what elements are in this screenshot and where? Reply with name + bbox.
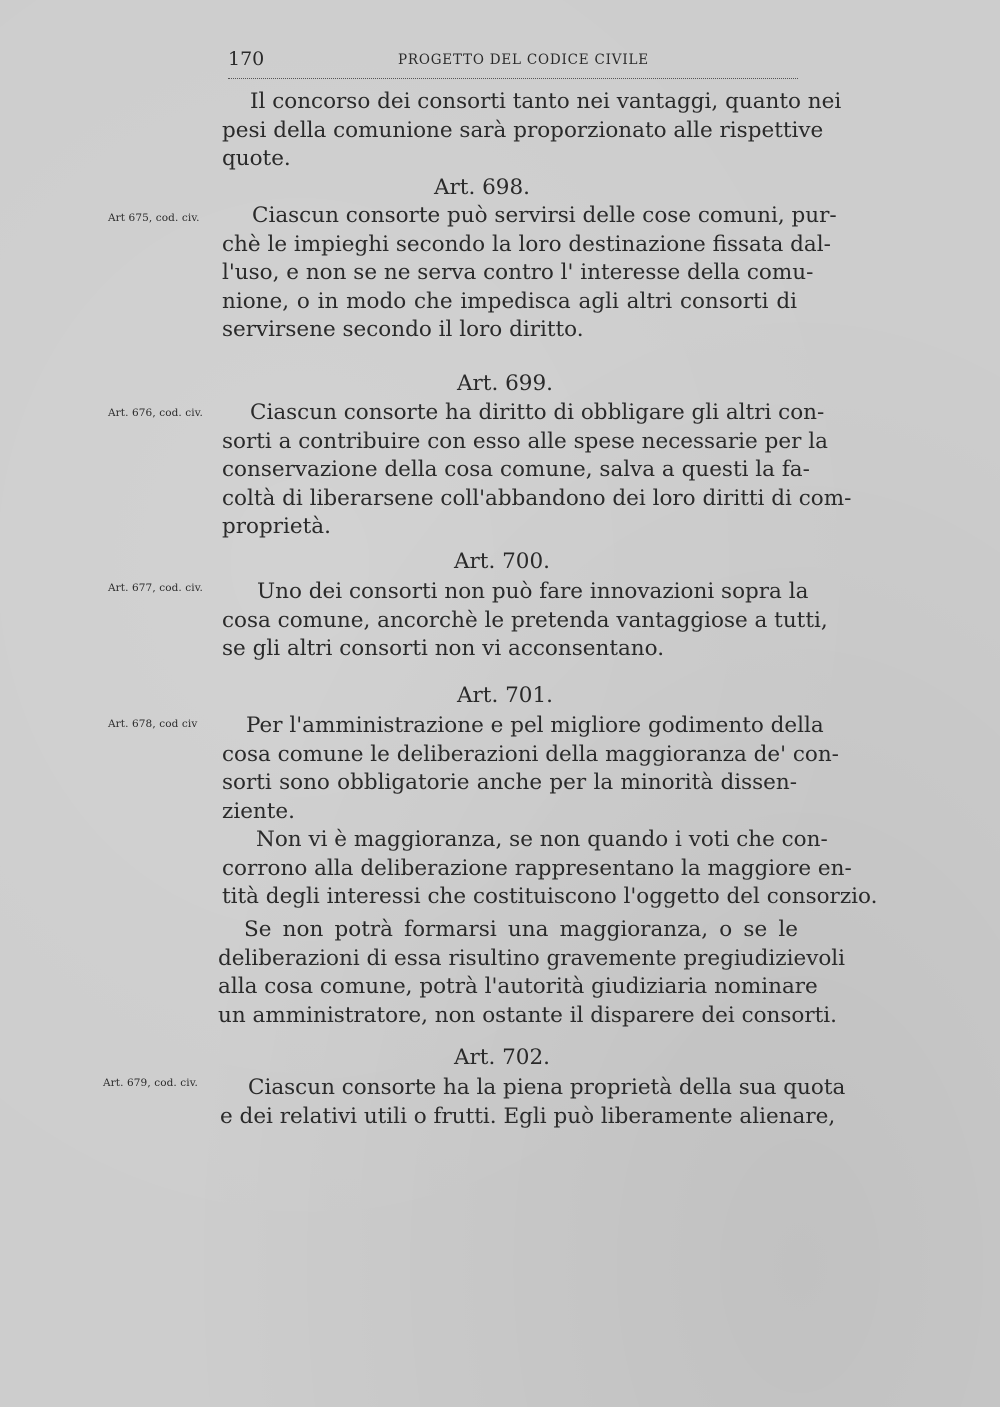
- intro-paragraph: [222, 88, 842, 174]
- margin-note-701: Art. 678, cod civ: [108, 718, 198, 730]
- text-line: cosa comune, ancorchè le pretenda vantaggiose a tutti,: [222, 607, 828, 633]
- text-line: conservazione della cosa comune, salva a questi la fa-: [222, 457, 810, 483]
- margin-note-702: Art. 679, cod. civ.: [103, 1077, 198, 1089]
- text-line: Il concorso dei consorti tanto nei vantaggi, quanto nei: [250, 89, 842, 114]
- running-title: PROGETTO DEL CODICE CIVILE: [398, 52, 649, 68]
- text-line: ziente.: [222, 798, 295, 824]
- article-701-text-1: [222, 712, 839, 826]
- text-line: Per l'amministrazione e pel migliore godimento della: [246, 713, 824, 738]
- text-line: sorti sono obbligatorie anche per la minorità dissen-: [222, 770, 797, 796]
- text-line: Non vi è maggioranza, se non quando i voti che con-: [256, 827, 828, 852]
- text-line: servirsene secondo il loro diritto.: [222, 317, 584, 343]
- text-line: Ciascun consorte ha diritto di obbligare gli altri con-: [250, 400, 825, 425]
- article-heading-700: Art. 700.: [454, 549, 550, 574]
- margin-note-699: Art. 676, cod. civ.: [108, 407, 203, 419]
- text-line: un amministratore, non ostante il disparere dei consorti.: [218, 1002, 838, 1028]
- text-line: Se non potrà formarsi una maggioranza, o se le: [244, 917, 798, 942]
- margin-note-700: Art. 677, cod. civ.: [108, 582, 203, 594]
- text-line: chè le impieghi secondo la loro destinazione fissata dal-: [222, 231, 831, 257]
- text-line: tità degli interessi che costituiscono l'oggetto del consorzio.: [222, 884, 878, 910]
- text-line: Ciascun consorte ha la piena proprietà della sua quota: [248, 1075, 846, 1100]
- text-line: se gli altri consorti non vi acconsentano.: [222, 636, 665, 662]
- text-line: cosa comune le deliberazioni della maggioranza de' con-: [222, 741, 839, 767]
- text-line: coltà di liberarsene coll'abbandono dei loro diritti di com-: [222, 485, 852, 511]
- article-699-text: [222, 399, 852, 542]
- text-line: pesi della comunione sarà proporzionato alle rispettive: [222, 117, 824, 143]
- text-line: l'uso, e non se ne serva contro l' interesse della comu-: [222, 260, 814, 286]
- article-heading-702: Art. 702.: [454, 1045, 550, 1070]
- text-line: sorti a contribuire con esso alle spese necessarie per la: [222, 428, 828, 454]
- text-line: corrono alla deliberazione rappresentano la maggiore en-: [222, 855, 852, 881]
- text-line: e dei relativi utili o frutti. Egli può liberamente alienare,: [220, 1103, 836, 1129]
- article-702-text: [220, 1074, 846, 1131]
- page-number: 170: [228, 48, 265, 70]
- running-head: [228, 44, 798, 79]
- text-line: nione, o in modo che impedisca agli altri consorti di: [222, 288, 797, 314]
- article-700-text: [222, 578, 828, 664]
- article-heading-699: Art. 699.: [457, 371, 553, 396]
- text-line: Uno dei consorti non può fare innovazioni sopra la: [257, 579, 809, 604]
- text-line: proprietà.: [222, 514, 331, 540]
- article-701-text-3: [218, 916, 846, 1030]
- article-heading-701: Art. 701.: [457, 683, 553, 708]
- margin-note-698: Art 675, cod. civ.: [108, 212, 200, 224]
- text-line: quote.: [222, 146, 291, 172]
- article-698-text: [222, 202, 837, 345]
- text-line: Ciascun consorte può servirsi delle cose comuni, pur-: [252, 203, 837, 228]
- text-line: deliberazioni di essa risultino gravemente pregiudizievoli: [218, 945, 846, 971]
- text-line: alla cosa comune, potrà l'autorità giudiziaria nominare: [218, 974, 818, 1000]
- article-heading-698: Art. 698.: [434, 175, 530, 200]
- article-701-text-2: [222, 826, 878, 912]
